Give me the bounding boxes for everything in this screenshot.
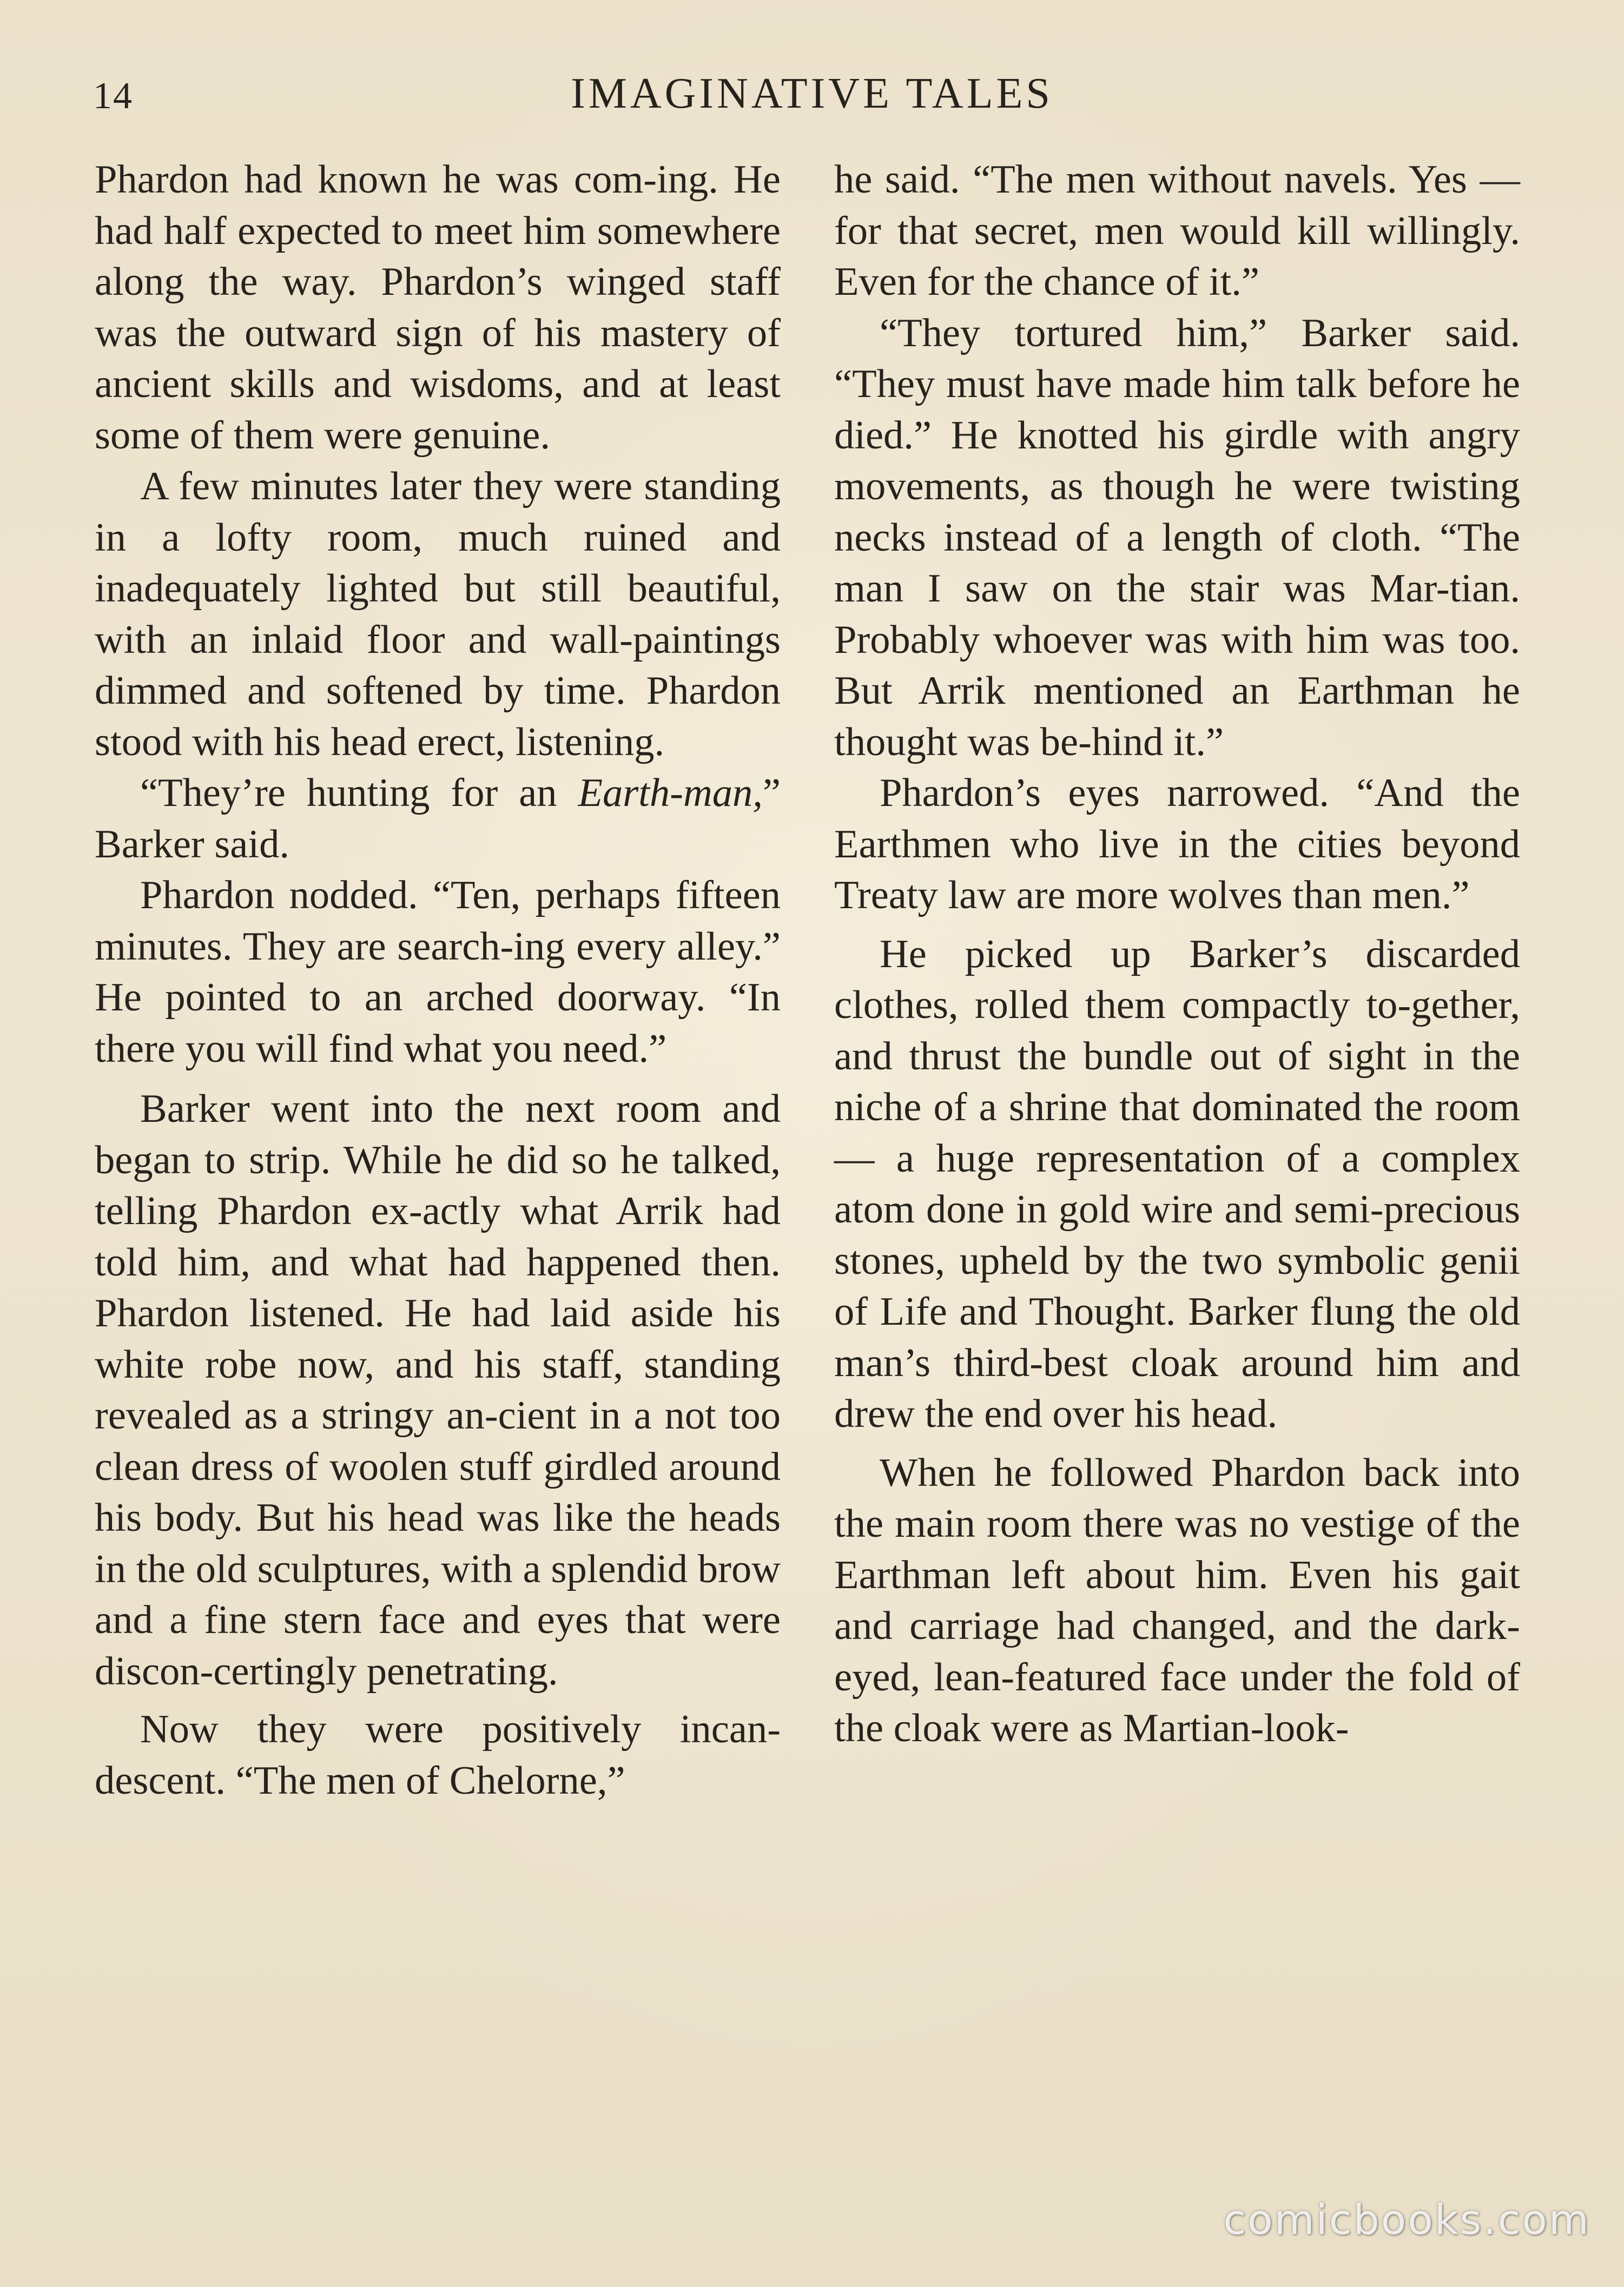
paragraph: Barker went into the next room and began to strip. While he did so he talked, telling Phardon ex-actly what Arrik had told him, and what had happened then. Phardon listened. He had laid aside his white robe now, and his staff, standing revealed as a stringy an-cient in a not too clean dress of woolen stuff girdled around his body. But his head was like the heads in the old sculptures, with a splendid brow and a fine stern face and eyes that were discon-certingly penetrating. xyxy=(95,1087,781,1694)
right-text-column xyxy=(834,154,1520,1754)
paragraph-text: ” Barker said. xyxy=(95,771,781,867)
paragraph xyxy=(95,768,781,870)
site-watermark: comicbooks.com xyxy=(1223,2196,1590,2244)
paragraph: He picked up Barker’s discarded clothes, rolled them compactly to-gether, and thrust the bundle out of sight in the niche of a shrine that dominated the room — a huge representation of a complex atom done in gold wire and semi-precious stones, upheld by the two symbolic genii of Life and Thought. Barker flung the old man’s third-best cloak around him and drew the end over his head. xyxy=(834,931,1520,1436)
paragraph: “They tortured him,” Barker said. “They must have made him talk before he died.” He knotted his girdle with angry movements, as though he were twisting necks instead of a length of cloth. “The man I saw on the stair was Mar-tian. Probably whoever was with him was too. But Arrik mentioned an Earthman he thought was be-hind it.” xyxy=(834,310,1520,764)
left-text-column xyxy=(95,154,781,1806)
paragraph: he said. “The men without navels. Yes — for that secret, men would kill willingly. Even for the chance of it.” xyxy=(834,157,1520,304)
paragraph: When he followed Phardon back into the main room there was no vestige of the Earthman left about him. Even his gait and carriage had changed, and the dark-eyed, lean-featured face under the fold of the cloak were as Martian-look- xyxy=(834,1450,1520,1750)
paragraph: Phardon’s eyes narrowed. “And the Earthmen who live in the cities beyond Treaty law are more wolves than men.” xyxy=(834,771,1520,917)
paragraph: Now they were positively incan-descent. “The men of Chelorne,” xyxy=(95,1707,781,1803)
page-number: 14 xyxy=(93,75,133,117)
paragraph: Phardon nodded. “Ten, perhaps fifteen minutes. They are search-ing every alley.” He pointed to an arched doorway. “In there you will find what you need.” xyxy=(95,873,781,1071)
italic-text: Earth-man, xyxy=(578,771,763,815)
page-header xyxy=(0,64,1624,123)
paragraph: Phardon had known he was com-ing. He had half expected to meet him somewhere along the way. Phardon’s winged staff was the outward sign of his mastery of ancient skills and wisdoms, and at least some of them were genuine. xyxy=(95,157,781,458)
running-head-title: IMAGINATIVE TALES xyxy=(571,70,1053,117)
paragraph: A few minutes later they were standing in a lofty room, much ruined and inadequately lighted but still beautiful, with an inlaid floor and wall-paintings dimmed and softened by time. Phardon stood with his head erect, listening. xyxy=(95,464,781,764)
paragraph-text: “They’re hunting for an xyxy=(140,771,578,815)
